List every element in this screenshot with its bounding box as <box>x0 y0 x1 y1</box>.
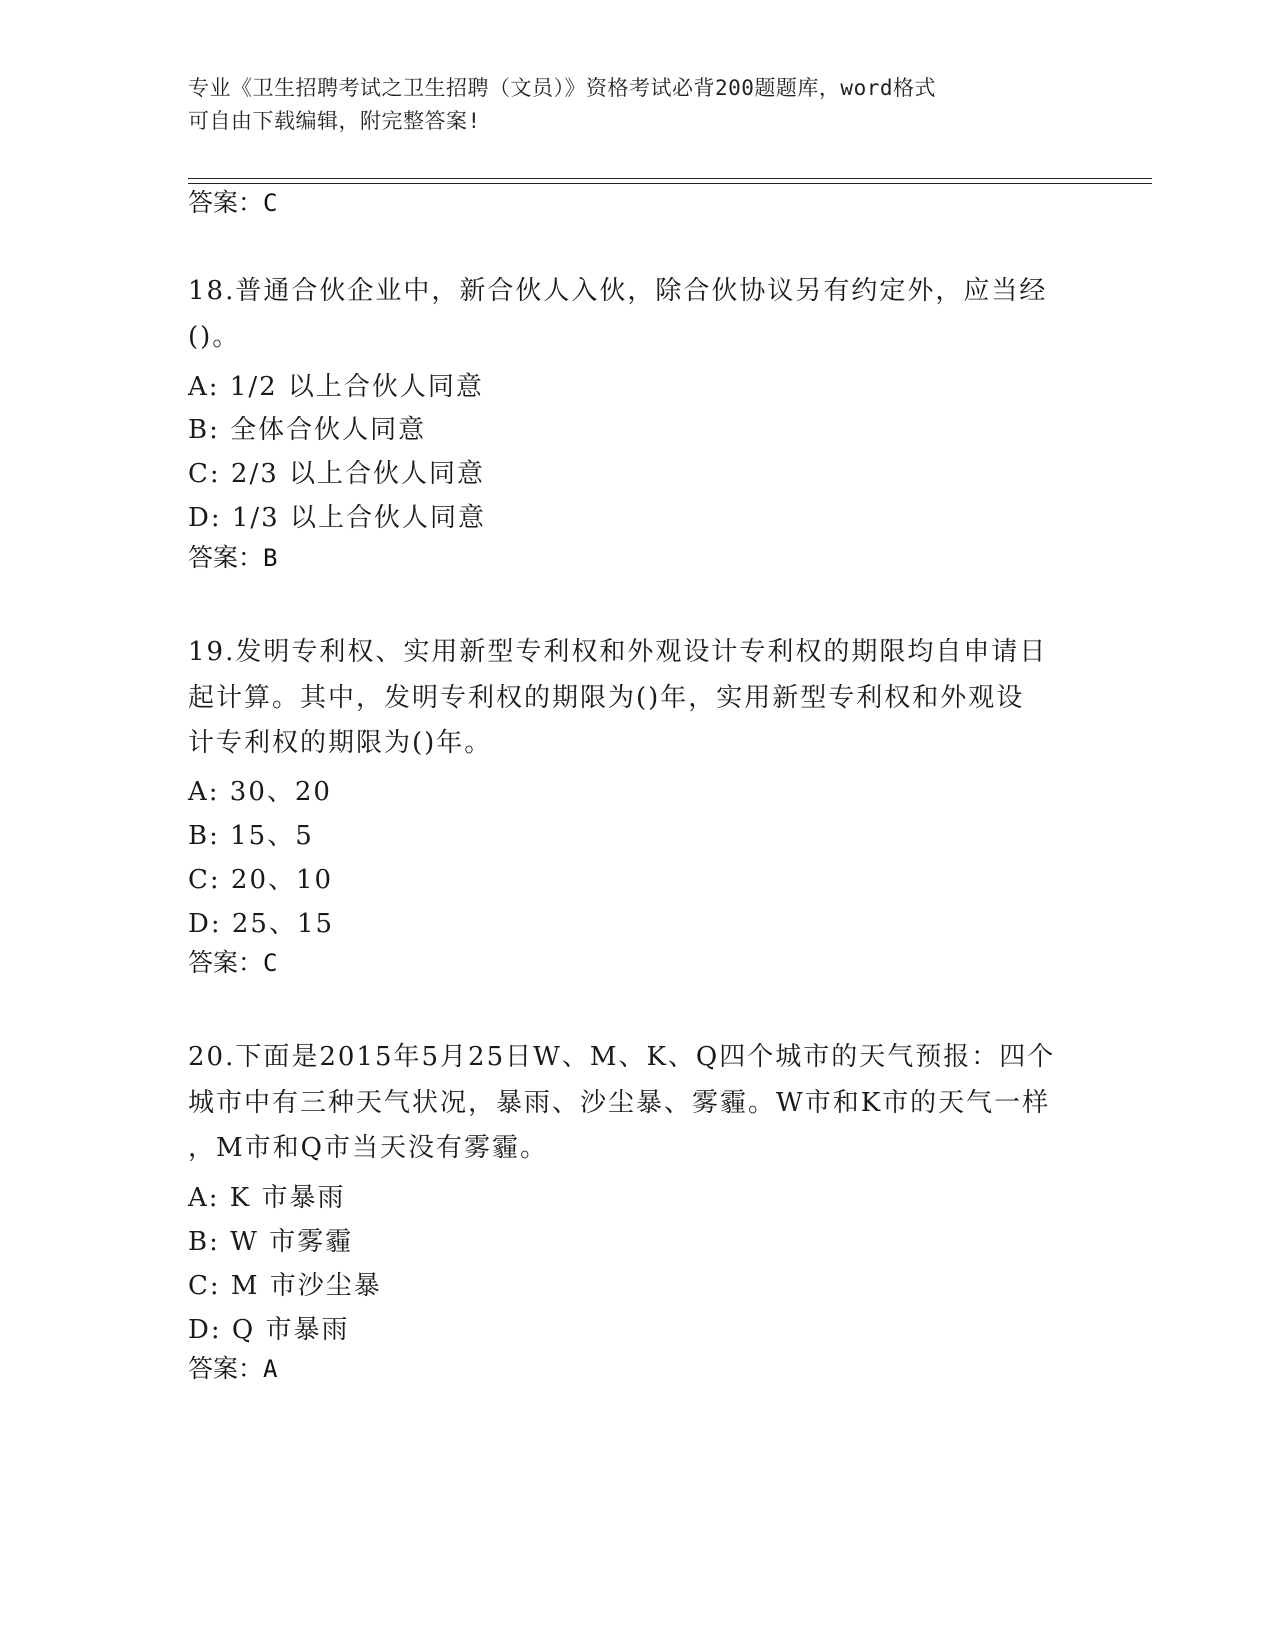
question-18-answer <box>188 541 277 575</box>
question-line: 18.普通合伙企业中，新合伙人入伙，除合伙协议另有约定外，应当经 <box>188 276 1048 306</box>
answer-label: 答案： <box>188 1354 264 1383</box>
question-19-answer <box>188 946 277 980</box>
question-line: 计专利权的期限为()年。 <box>188 728 493 758</box>
answer-value: B <box>263 544 278 572</box>
question-19-option-a: A: 30、20 <box>188 777 332 807</box>
answer-label: 答案： <box>188 188 264 217</box>
question-line: 起计算。其中，发明专利权的期限为()年，实用新型专利权和外观设 <box>188 682 1025 713</box>
answer-value: C <box>263 949 278 977</box>
header-divider-top <box>188 178 1152 179</box>
header-line-1: 专业《卫生招聘考试之卫生招聘（文员）》资格考试必背200题题库，word格式 <box>188 76 936 100</box>
document-header <box>188 72 1088 138</box>
header-line-2: 可自由下载编辑，附完整答案! <box>188 109 481 133</box>
question-18-option-a: A: 1/2 以上合伙人同意 <box>188 372 484 402</box>
prev-answer <box>188 186 277 220</box>
answer-label: 答案： <box>188 948 264 977</box>
question-19-text <box>188 630 1088 767</box>
answer-value: A <box>263 1355 278 1383</box>
question-18-option-b: B: 全体合伙人同意 <box>188 415 427 445</box>
question-20-option-a: A: K 市暴雨 <box>188 1183 346 1213</box>
answer-value: C <box>263 189 278 217</box>
question-20-text <box>188 1035 1088 1172</box>
question-19-option-d: D: 25、15 <box>188 909 335 939</box>
question-line: 城市中有三种天气状况，暴雨、沙尘暴、雾霾。W市和K市的天气一样 <box>188 1087 1051 1118</box>
question-18-text <box>188 269 1088 360</box>
question-line: 20.下面是2015年5月25日W、M、K、Q四个城市的天气预报：四个 <box>188 1042 1056 1072</box>
header-divider-bottom <box>188 183 1152 184</box>
question-20-option-d: D: Q 市暴雨 <box>188 1315 350 1345</box>
question-line: ()。 <box>188 321 241 352</box>
question-20-option-c: C: M 市沙尘暴 <box>188 1271 382 1301</box>
question-line: 19.发明专利权、实用新型专利权和外观设计专利权的期限均自申请日 <box>188 637 1048 667</box>
question-20-answer <box>188 1352 277 1386</box>
question-19-option-b: B: 15、5 <box>188 821 314 851</box>
question-19-option-c: C: 20、10 <box>188 865 334 895</box>
answer-label: 答案： <box>188 543 264 572</box>
question-18-option-c: C: 2/3 以上合伙人同意 <box>188 459 486 489</box>
question-20-option-b: B: W 市雾霾 <box>188 1227 354 1257</box>
question-line: ，M市和Q市当天没有雾霾。 <box>188 1133 548 1163</box>
question-18-option-d: D: 1/3 以上合伙人同意 <box>188 503 486 533</box>
